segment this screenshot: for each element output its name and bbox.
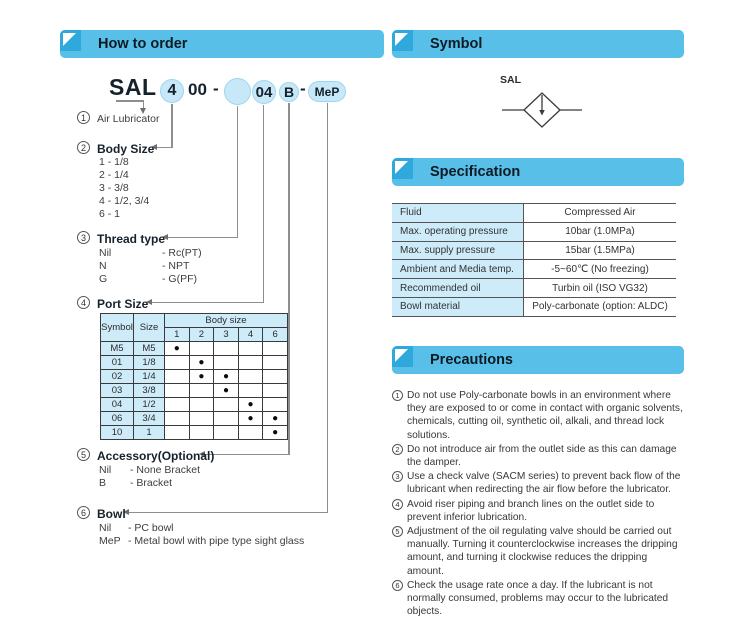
connector-line: [205, 454, 289, 456]
table-row: [101, 426, 288, 440]
port-size: 1/2: [134, 398, 165, 412]
port-symbol: 02: [101, 370, 134, 384]
specification-table: [392, 203, 676, 317]
bowl-code: Nil: [99, 522, 112, 534]
port-table-col: 4: [238, 328, 263, 342]
section-6-title: Bowl: [97, 507, 126, 521]
table-row: [101, 370, 288, 384]
availability-dot: [263, 384, 288, 398]
precaution-number: 6: [392, 580, 403, 591]
availability-dot: [238, 356, 263, 370]
availability-dot: [214, 398, 239, 412]
table-row: [392, 204, 676, 223]
availability-dot: [189, 412, 214, 426]
availability-dot: [165, 370, 190, 384]
port-table-col: 2: [189, 328, 214, 342]
port-size: 1/8: [134, 356, 165, 370]
precaution-text: Check the usage rate once a day. If the lubricant is not normally consumed, problems may occur to the lubricated objects.: [407, 579, 669, 618]
spec-label: Fluid: [392, 204, 524, 223]
order-code-chip-body-size: 4: [160, 79, 184, 103]
availability-dot: [214, 356, 239, 370]
body-size-option: 4 - 1/2, 3/4: [99, 195, 150, 207]
section-4-title: Port Size: [97, 297, 149, 311]
section-title-specification: Specification: [430, 164, 521, 180]
precaution-item: [392, 498, 686, 524]
availability-dot: [165, 412, 190, 426]
order-code-chip-bowl: MeP: [308, 81, 346, 102]
precaution-item: [392, 470, 686, 496]
order-code-chip-accessory: B: [279, 82, 299, 102]
connector-line: [157, 147, 172, 149]
precaution-item: [392, 579, 686, 619]
port-size-table: [100, 313, 288, 440]
thread-type-value: - G(PF): [162, 273, 197, 285]
availability-dot: ●: [263, 412, 288, 426]
order-code-dash: -: [213, 79, 219, 98]
section-2-title: Body Size: [97, 142, 155, 156]
precaution-item: [392, 389, 686, 442]
accessory-value: - None Bracket: [130, 464, 201, 476]
spec-label: Ambient and Media temp.: [392, 260, 524, 279]
section-6-badge: 6: [77, 506, 90, 519]
thread-type-code: Nil: [99, 247, 112, 259]
availability-dot: [238, 426, 263, 440]
spec-value: -5~60℃ (No freezing): [524, 260, 677, 279]
body-size-option: 6 - 1: [99, 208, 121, 220]
table-row: [101, 342, 288, 356]
order-code-chip-port-size: 04: [252, 80, 276, 104]
order-code-text: 00: [188, 80, 207, 99]
table-row: [101, 384, 288, 398]
connector-line: [116, 100, 144, 102]
section-5-title: Accessory(Optional): [97, 449, 215, 463]
port-table-col: 3: [214, 328, 239, 342]
connector-line: [237, 106, 239, 238]
availability-dot: [214, 342, 239, 356]
precaution-number: 4: [392, 499, 403, 510]
availability-dot: [214, 412, 239, 426]
availability-dot: [189, 398, 214, 412]
accessory-value: - Bracket: [130, 477, 173, 489]
corner-decoration: [392, 346, 413, 367]
order-code-dash-2: -: [300, 79, 306, 98]
port-table-header-symbol: Symbol: [101, 314, 134, 342]
body-size-option: 3 - 3/8: [99, 182, 129, 194]
availability-dot: [263, 342, 288, 356]
body-size-option: 1 - 1/8: [99, 156, 129, 168]
availability-dot: [165, 426, 190, 440]
availability-dot: [238, 384, 263, 398]
availability-dot: ●: [214, 384, 239, 398]
table-row: [101, 356, 288, 370]
port-table-header-bodysize: Body size: [165, 314, 288, 328]
symbol-header: [392, 30, 684, 58]
accessory-code: Nil: [99, 464, 112, 476]
availability-dot: ●: [238, 398, 263, 412]
availability-dot: [238, 370, 263, 384]
connector-line: [152, 302, 264, 304]
table-row: [392, 260, 676, 279]
corner-triangle-icon: [63, 33, 76, 46]
spec-value: Compressed Air: [524, 204, 677, 223]
section-title-precautions: Precautions: [430, 352, 513, 368]
symbol-component-label: SAL: [500, 74, 521, 86]
availability-dot: [263, 370, 288, 384]
corner-triangle-icon: [395, 161, 408, 174]
order-code-chip-thread-type: [224, 78, 251, 105]
section-1-badge: 1: [77, 111, 90, 124]
port-table-col: 1: [165, 328, 190, 342]
availability-dot: [165, 398, 190, 412]
port-table-header-size: Size: [134, 314, 165, 342]
section-2-badge: 2: [77, 141, 90, 154]
precaution-number: 3: [392, 471, 403, 482]
precaution-number: 5: [392, 526, 403, 537]
port-symbol: M5: [101, 342, 134, 356]
availability-dot: ●: [189, 356, 214, 370]
port-table-col: 6: [263, 328, 288, 342]
thread-type-value: - Rc(PT): [162, 247, 202, 259]
availability-dot: ●: [214, 370, 239, 384]
port-symbol: 01: [101, 356, 134, 370]
corner-triangle-icon: [395, 349, 408, 362]
port-size: M5: [134, 342, 165, 356]
availability-dot: [214, 426, 239, 440]
connector-line: [288, 103, 290, 455]
availability-dot: [189, 426, 214, 440]
table-row: [101, 314, 288, 328]
spec-value: 10bar (1.0MPa): [524, 222, 677, 241]
bowl-value: - PC bowl: [128, 522, 174, 534]
table-row: [392, 222, 676, 241]
corner-decoration: [392, 30, 413, 51]
connector-line: [129, 512, 328, 514]
port-size: 1: [134, 426, 165, 440]
availability-dot: [189, 384, 214, 398]
table-row: [101, 412, 288, 426]
section-4-badge: 4: [77, 296, 90, 309]
bowl-code: MeP: [99, 535, 121, 547]
precaution-text: Do not introduce air from the outlet side as this can damage the damper.: [407, 443, 677, 469]
availability-dot: [165, 384, 190, 398]
port-size: 3/4: [134, 412, 165, 426]
availability-dot: [238, 342, 263, 356]
section-3-title: Thread type: [97, 232, 166, 246]
thread-type-code: N: [99, 260, 107, 272]
spec-label: Bowl material: [392, 297, 524, 316]
specification-header: [392, 158, 684, 186]
spec-label: Max. supply pressure: [392, 241, 524, 260]
connector-line: [171, 104, 173, 148]
section-1-label: Air Lubricator: [97, 113, 160, 125]
connector-line: [263, 105, 265, 303]
port-size: 3/8: [134, 384, 165, 398]
thread-type-code: G: [99, 273, 108, 285]
section-3-badge: 3: [77, 231, 90, 244]
precaution-item: [392, 443, 686, 469]
precaution-text: Avoid riser piping and branch lines on the outlet side to prevent inferior lubrication.: [407, 498, 655, 523]
precaution-number: 2: [392, 444, 403, 455]
availability-dot: ●: [238, 412, 263, 426]
corner-decoration: [60, 30, 81, 51]
precaution-text: Adjustment of the oil regulating valve should be carried out manually. Turning it counterclockwise increases the dripping amount, and turning it clockwise reduces the dripping amount.: [407, 526, 678, 577]
spec-value: 15bar (1.5MPa): [524, 241, 677, 260]
table-row: [392, 241, 676, 260]
precautions-header: [392, 346, 684, 374]
section-title-how-to-order: How to order: [98, 36, 188, 52]
port-symbol: 03: [101, 384, 134, 398]
table-row: [392, 279, 676, 298]
availability-dot: ●: [263, 426, 288, 440]
precaution-text: Do not use Poly-carbonate bowls in an environment where they are exposed to or come in contact with organic solvents, chemicals, cutting oil, synthetic oil, alkali, and thread lock solutions.: [407, 390, 683, 441]
order-code-prefix: SAL: [109, 74, 157, 100]
precaution-item: [392, 525, 686, 578]
section-title-symbol: Symbol: [430, 36, 483, 52]
availability-dot: ●: [165, 342, 190, 356]
precautions-list: [392, 389, 686, 619]
body-size-option: 2 - 1/4: [99, 169, 129, 181]
connector-line: [168, 237, 238, 239]
corner-triangle-icon: [395, 33, 408, 46]
table-row: [392, 297, 676, 316]
port-symbol: 06: [101, 412, 134, 426]
how-to-order-header: [60, 30, 384, 58]
lubricator-symbol-icon: [496, 88, 588, 134]
spec-value: Turbin oil (ISO VG32): [524, 279, 677, 298]
port-symbol: 04: [101, 398, 134, 412]
corner-decoration: [392, 158, 413, 179]
port-symbol: 10: [101, 426, 134, 440]
thread-type-value: - NPT: [162, 260, 190, 272]
port-size: 1/4: [134, 370, 165, 384]
spec-label: Recommended oil: [392, 279, 524, 298]
precaution-text: Use a check valve (SACM series) to prevent back flow of the lubricant when redirecting the air flow before the lubricator.: [407, 471, 681, 496]
section-5-badge: 5: [77, 448, 90, 461]
bowl-value: - Metal bowl with pipe type sight glass: [128, 535, 305, 547]
connector-line: [143, 100, 145, 108]
accessory-code: B: [99, 477, 107, 489]
availability-dot: [165, 356, 190, 370]
spec-label: Max. operating pressure: [392, 222, 524, 241]
spec-value: Poly-carbonate (option: ALDC): [524, 297, 677, 316]
connector-line: [327, 103, 329, 513]
availability-dot: [263, 356, 288, 370]
availability-dot: ●: [189, 370, 214, 384]
table-row: [101, 398, 288, 412]
precaution-number: 1: [392, 390, 403, 401]
availability-dot: [189, 342, 214, 356]
availability-dot: [263, 398, 288, 412]
